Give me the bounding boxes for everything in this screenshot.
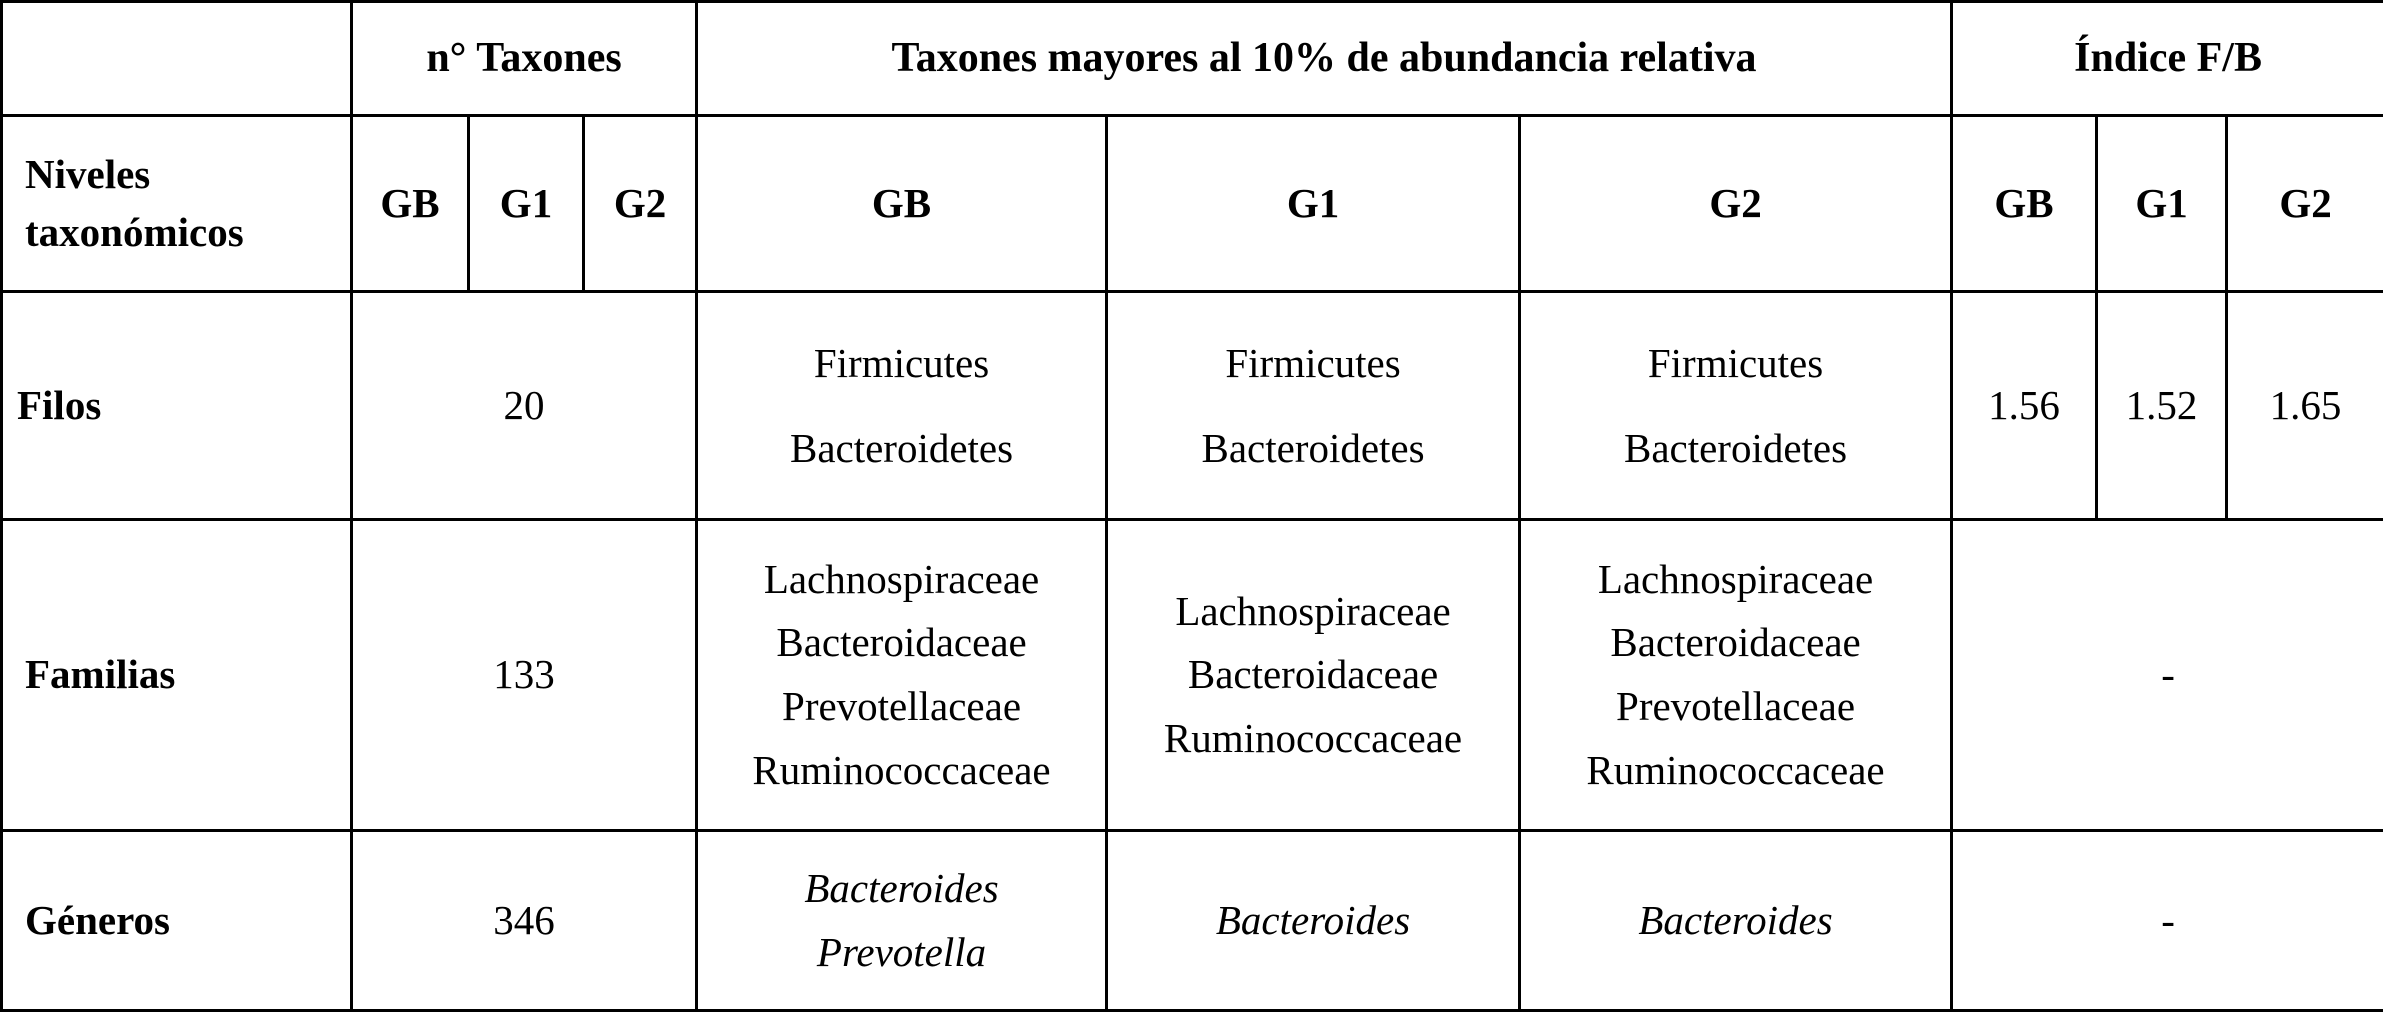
nivel-familias: Familias (2, 520, 352, 831)
mayores-g2-header: G2 (1520, 116, 1952, 292)
ntaxones-filos: 20 (352, 292, 697, 520)
taxon-name: Firmicutes (1114, 321, 1512, 405)
indice-g2-header: G2 (2227, 116, 2383, 292)
niveles-taxonomicos-header (2, 116, 352, 292)
header-empty-cell (2, 2, 352, 116)
taxon-name: Lachnospiraceae (704, 548, 1099, 612)
table-row-familias (2, 520, 2383, 831)
taxon-name: Firmicutes (1527, 321, 1944, 405)
taxon-name: Bacteroidaceae (704, 611, 1099, 675)
taxon-name: Lachnospiraceae (1114, 580, 1512, 644)
mayores-gb-filos (697, 292, 1107, 520)
niveles-label-line2: taxonómicos (25, 204, 344, 261)
header-taxones-mayores: Taxones mayores al 10% de abundancia relativa (697, 2, 1952, 116)
ntax-gb-header: GB (352, 116, 469, 292)
taxon-name: Ruminococcaceae (704, 739, 1099, 803)
indice-familias: - (1952, 520, 2383, 831)
nivel-filos: Filos (2, 292, 352, 520)
mayores-g2-familias (1520, 520, 1952, 831)
header-row-sub (2, 116, 2383, 292)
taxon-name: Prevotella (704, 921, 1099, 985)
mayores-gb-generos (697, 831, 1107, 1011)
indice-g1-header: G1 (2097, 116, 2227, 292)
mayores-g2-generos (1520, 831, 1952, 1011)
taxon-name: Lachnospiraceae (1527, 548, 1944, 612)
taxon-name: Prevotellaceae (1527, 675, 1944, 739)
taxon-name: Bacteroides (704, 857, 1099, 921)
taxon-name: Bacteroidetes (704, 406, 1099, 490)
indice-g1-filos: 1.52 (2097, 292, 2227, 520)
header-indice-fb: Índice F/B (1952, 2, 2383, 116)
table-row-generos (2, 831, 2383, 1011)
taxon-name: Bacteroides (1114, 889, 1512, 953)
mayores-gb-header: GB (697, 116, 1107, 292)
mayores-g1-generos (1107, 831, 1520, 1011)
taxon-name: Ruminococcaceae (1527, 739, 1944, 803)
table-row-filos (2, 292, 2383, 520)
taxon-name: Ruminococcaceae (1114, 707, 1512, 771)
taxon-name: Bacteroidaceae (1527, 611, 1944, 675)
mayores-g1-familias (1107, 520, 1520, 831)
header-row-top (2, 2, 2383, 116)
header-n-taxones: n° Taxones (352, 2, 697, 116)
niveles-label-line1: Niveles (25, 146, 344, 203)
taxon-name: Bacteroides (1527, 889, 1944, 953)
taxon-name: Bacteroidetes (1114, 406, 1512, 490)
nivel-generos: Géneros (2, 831, 352, 1011)
taxon-name: Firmicutes (704, 321, 1099, 405)
taxon-name: Prevotellaceae (704, 675, 1099, 739)
mayores-g1-filos (1107, 292, 1520, 520)
indice-generos: - (1952, 831, 2383, 1011)
indice-gb-filos: 1.56 (1952, 292, 2097, 520)
ntax-g1-header: G1 (469, 116, 584, 292)
indice-g2-filos: 1.65 (2227, 292, 2383, 520)
mayores-gb-familias (697, 520, 1107, 831)
mayores-g2-filos (1520, 292, 1952, 520)
taxon-name: Bacteroidetes (1527, 406, 1944, 490)
indice-gb-header: GB (1952, 116, 2097, 292)
ntaxones-familias: 133 (352, 520, 697, 831)
taxon-name: Bacteroidaceae (1114, 643, 1512, 707)
ntax-g2-header: G2 (584, 116, 697, 292)
mayores-g1-header: G1 (1107, 116, 1520, 292)
ntaxones-generos: 346 (352, 831, 697, 1011)
